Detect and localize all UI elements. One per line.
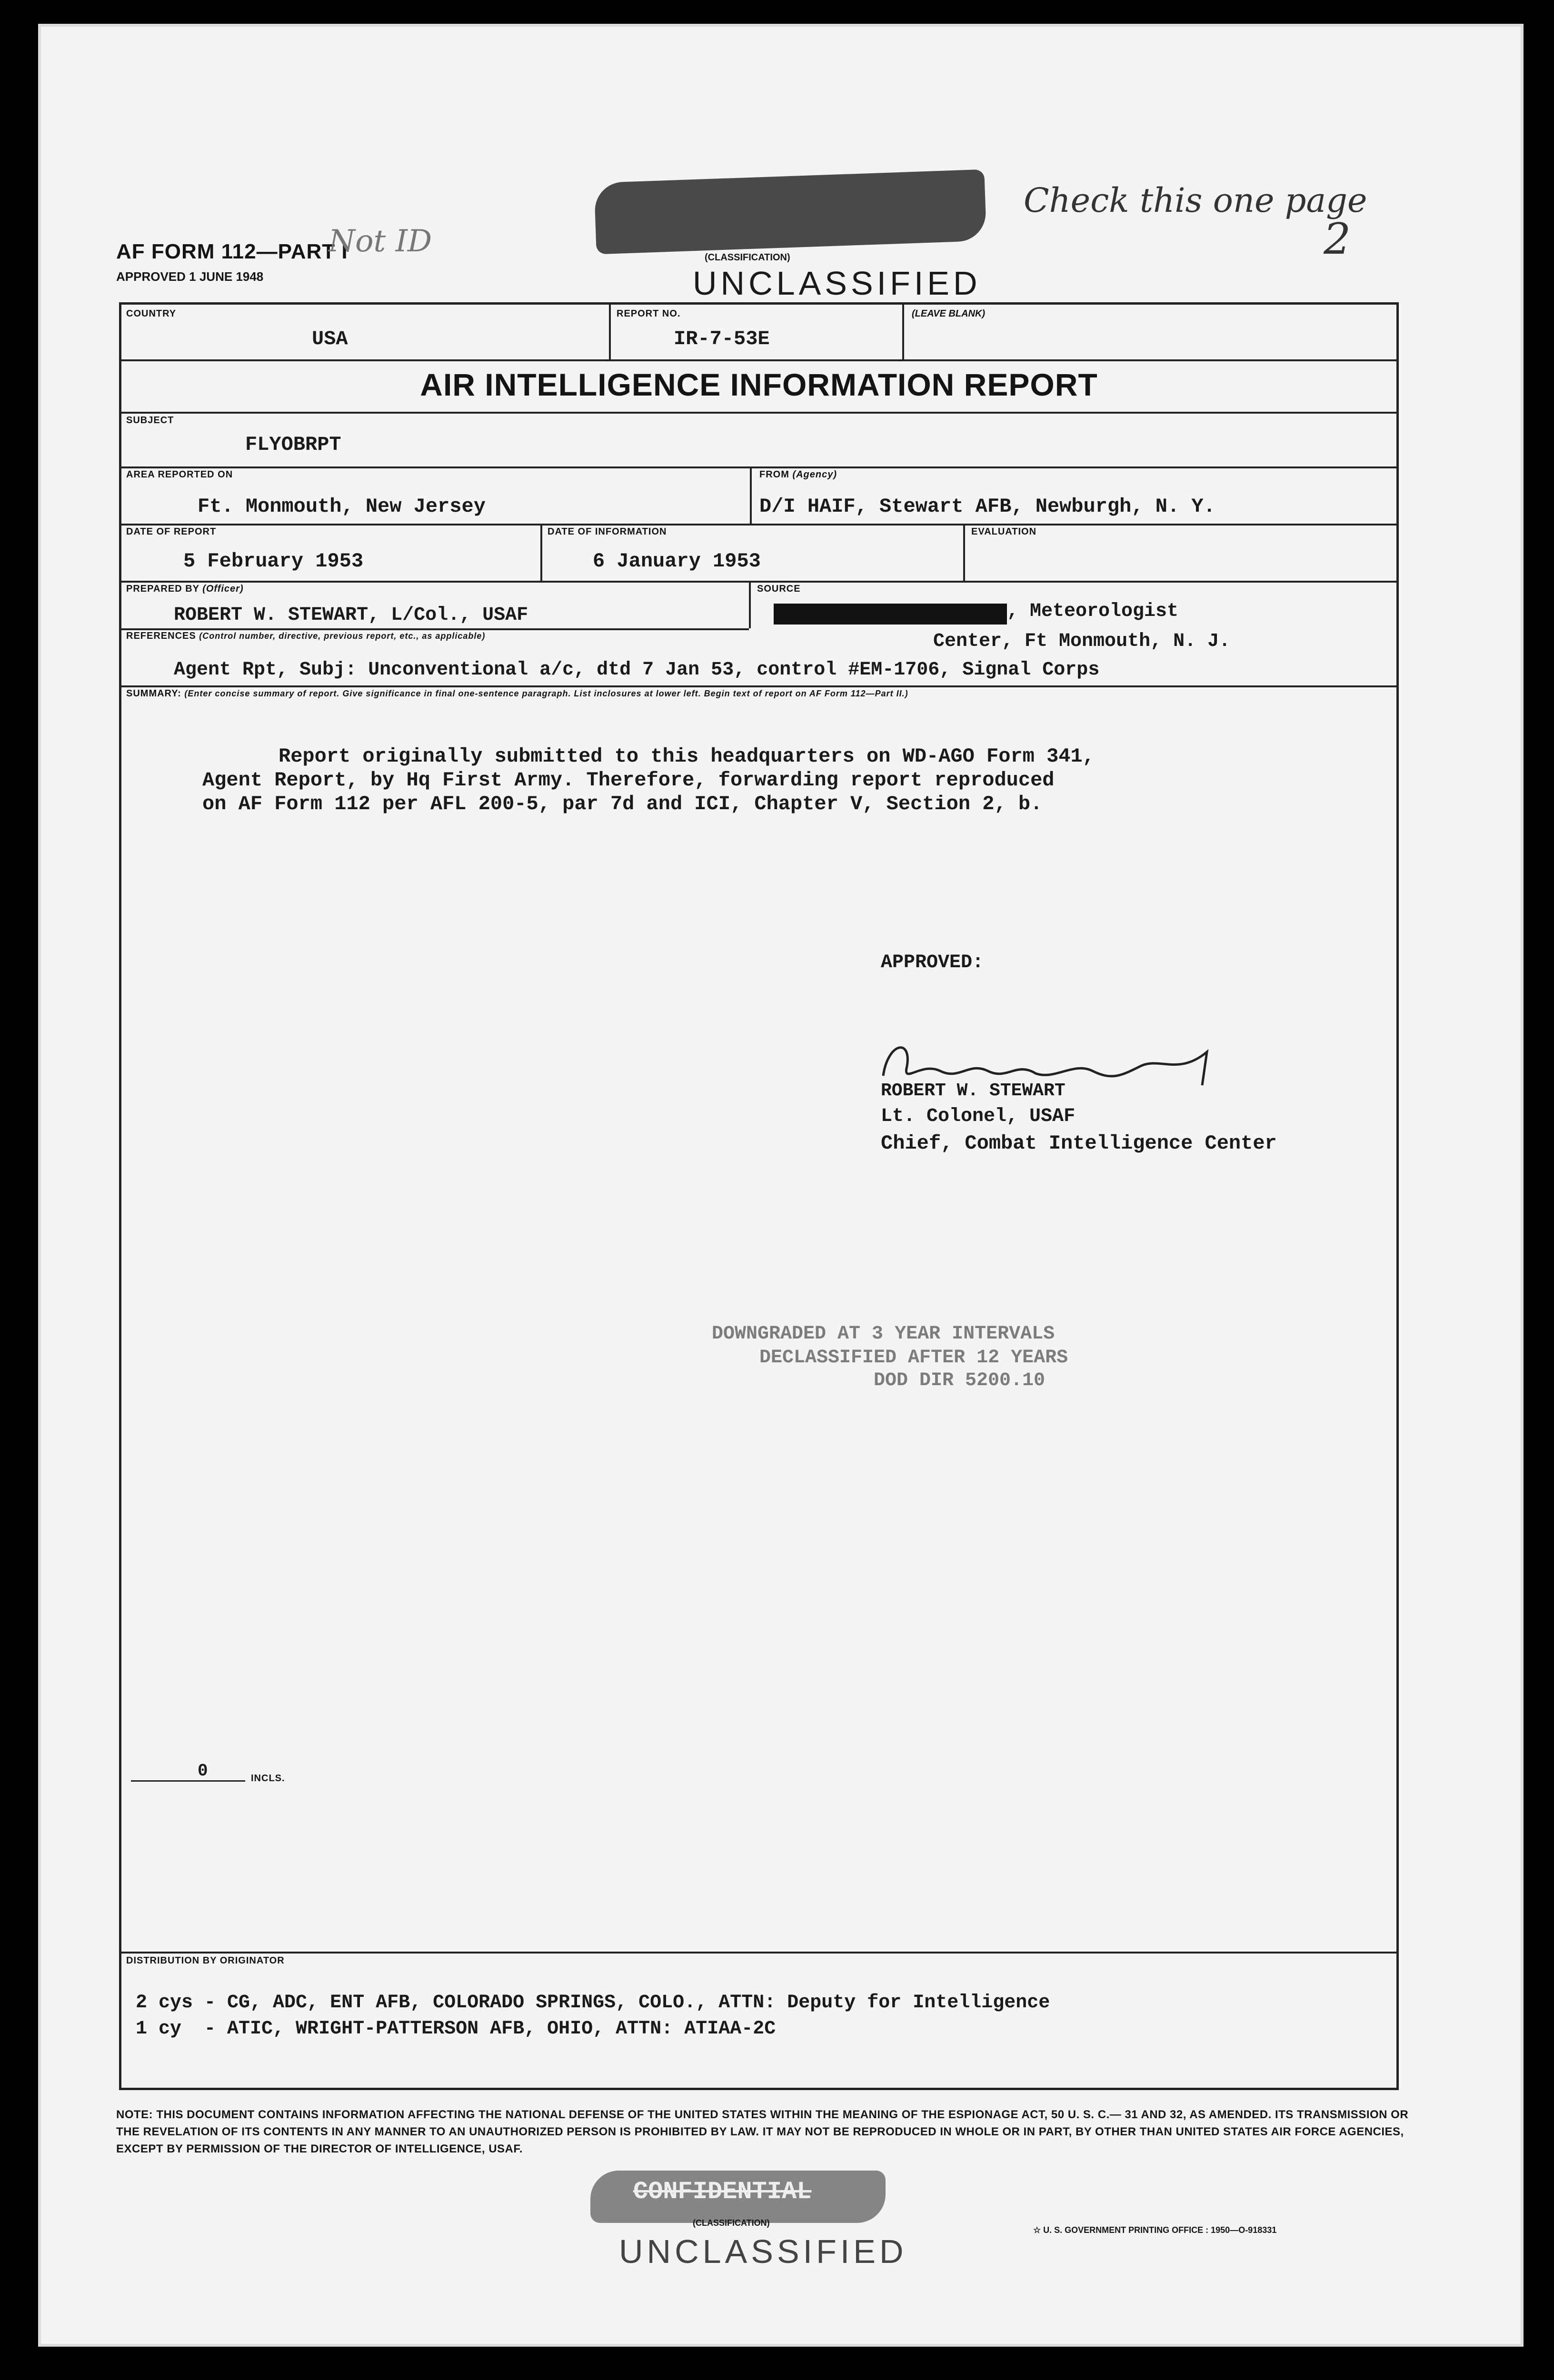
unclassified-stamp-top: UNCLASSIFIED bbox=[693, 265, 981, 302]
handwritten-mark: 2 bbox=[1324, 214, 1351, 264]
prepared-by-value: ROBERT W. STEWART, L/Col., USAF bbox=[174, 605, 528, 626]
body-line-3: on AF Form 112 per AFL 200-5, par 7d and ICI, Chapter V, Section 2, b. bbox=[202, 793, 1043, 815]
downgrade-stamp-line-1: DOWNGRADED AT 3 YEAR INTERVALS bbox=[712, 1323, 1055, 1345]
source-value-1: , Meteorologist bbox=[1007, 601, 1179, 622]
body-line-2: Agent Report, by Hq First Army. Therefore, forwarding report reproduced bbox=[202, 769, 1055, 792]
leave-blank-label: (LEAVE BLANK) bbox=[912, 308, 986, 319]
approver-rank: Lt. Colonel, USAF bbox=[881, 1106, 1076, 1127]
handwritten-note-right: Check this one page bbox=[1024, 181, 1367, 220]
downgrade-stamp-line-3: DOD DIR 5200.10 bbox=[874, 1370, 1046, 1391]
prepared-by-label: PREPARED BY (Officer) bbox=[126, 584, 244, 594]
from-value: D/I HAIF, Stewart AFB, Newburgh, N. Y. bbox=[759, 495, 1215, 518]
classification-label-bottom: (CLASSIFICATION) bbox=[693, 2218, 770, 2228]
source-redaction bbox=[774, 604, 1007, 625]
date-of-information-value: 6 January 1953 bbox=[593, 550, 761, 573]
summary-label: SUMMARY: (Enter concise summary of report. Give significance in final one-sentence paragraph. List inclosures at lower left. Begin text of report on AF Form 112—Part II.) bbox=[126, 688, 908, 699]
subject-label: SUBJECT bbox=[126, 415, 174, 426]
source-value-2: Center, Ft Monmouth, N. J. bbox=[933, 631, 1231, 652]
espionage-act-notice: NOTE: THIS DOCUMENT CONTAINS INFORMATION AFFECTING THE NATIONAL DEFENSE OF THE UNITED STATES WITHIN THE MEANING OF THE ESPIONAGE ACT, 50 U. S. C.— 31 AND 32, AS AMENDED. ITS TRANSMISSION OR THE REVELATION OF ITS CONTENTS IN ANY MANNER TO AN UNAUTHORIZED PERSON IS PROHIBITED BY LAW. IT MAY NOT BE REPRODUCED IN WHOLE OR IN PART, BY OTHER THAN UNITED STATES AIR FORCE AGENCIES, EXCEPT BY PERMISSION OF THE DIRECTOR OF INTELLIGENCE, USAF. bbox=[116, 2108, 1409, 2155]
classification-redaction-top bbox=[594, 169, 987, 255]
date-of-report-label: DATE OF REPORT bbox=[126, 526, 217, 537]
unclassified-stamp-bottom: UNCLASSIFIED bbox=[619, 2233, 907, 2270]
references-value: Agent Rpt, Subj: Unconventional a/c, dtd 7 Jan 53, control #EM-1706, Signal Corps bbox=[174, 659, 1100, 681]
subject-value: FLYOBRPT bbox=[245, 433, 341, 456]
classification-label-top: (CLASSIFICATION) bbox=[705, 252, 790, 263]
country-label: COUNTRY bbox=[126, 308, 177, 319]
country-value: USA bbox=[312, 327, 348, 350]
body-line-1: Report originally submitted to this headquarters on WD-AGO Form 341, bbox=[279, 745, 1095, 768]
report-no-label: REPORT NO. bbox=[617, 308, 681, 319]
area-value: Ft. Monmouth, New Jersey bbox=[198, 495, 486, 518]
area-label: AREA REPORTED ON bbox=[126, 469, 233, 480]
source-label: SOURCE bbox=[757, 584, 801, 594]
references-label: REFERENCES (Control number, directive, previous report, etc., as applicable) bbox=[126, 631, 486, 641]
approver-name: ROBERT W. STEWART bbox=[881, 1081, 1066, 1101]
distribution-label: DISTRIBUTION BY ORIGINATOR bbox=[126, 1955, 285, 1966]
handwritten-note-left: Not ID bbox=[329, 224, 432, 259]
form-number: AF FORM 112—PART I bbox=[116, 240, 348, 263]
form-approved-date: APPROVED 1 JUNE 1948 bbox=[116, 269, 264, 284]
form-title: AIR INTELLIGENCE INFORMATION REPORT bbox=[420, 367, 1098, 402]
from-label: FROM (Agency) bbox=[759, 469, 837, 480]
approver-title: Chief, Combat Intelligence Center bbox=[881, 1132, 1277, 1155]
report-form bbox=[119, 302, 1399, 2090]
approved-label: APPROVED: bbox=[881, 952, 984, 973]
report-no-value: IR-7-53E bbox=[674, 327, 770, 350]
printing-office-line: ☆ U. S. GOVERNMENT PRINTING OFFICE : 1950—O-918331 bbox=[1033, 2225, 1277, 2235]
downgrade-stamp-line-2: DECLASSIFIED AFTER 12 YEARS bbox=[759, 1347, 1068, 1368]
struck-classification-bottom: CONFIDENTIAL bbox=[633, 2178, 812, 2206]
inclosures-label: INCLS. bbox=[251, 1773, 285, 1784]
distribution-line-1: 2 cys - CG, ADC, ENT AFB, COLORADO SPRINGS, COLO., ATTN: Deputy for Intelligence bbox=[136, 1992, 1050, 2013]
evaluation-label: EVALUATION bbox=[971, 526, 1037, 537]
distribution-line-2: 1 cy - ATIC, WRIGHT-PATTERSON AFB, OHIO, ATTN: ATIAA-2C bbox=[136, 2018, 776, 2040]
date-of-information-label: DATE OF INFORMATION bbox=[548, 526, 667, 537]
inclosures-count: 0 bbox=[198, 1761, 208, 1781]
date-of-report-value: 5 February 1953 bbox=[183, 550, 364, 573]
